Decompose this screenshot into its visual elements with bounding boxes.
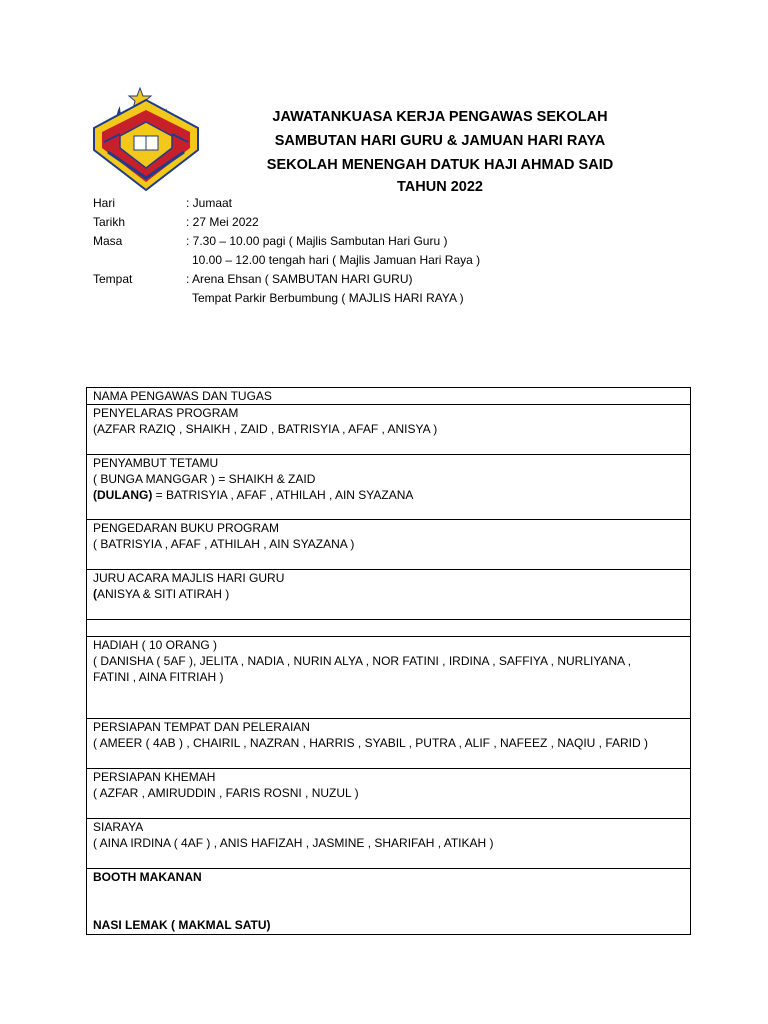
siaraya-title: SIARAYA (93, 820, 144, 834)
masa-label: Masa (93, 234, 123, 248)
row-booth (87, 869, 691, 935)
table-row (87, 637, 691, 719)
booth-spacer (93, 885, 684, 917)
buku-names: ( BATRISYIA , AFAF , ATHILAH , AIN SYAZANA ) (93, 537, 355, 551)
juru-line (93, 586, 684, 602)
masa-value-2: 10.00 – 12.00 tengah hari ( Majlis Jamuan Hari Raya ) (192, 253, 481, 267)
siaraya-names: ( AINA IRDINA ( 4AF ) , ANIS HAFIZAH , JASMINE , SHARIFAH , ATIKAH ) (93, 836, 494, 850)
table-row (87, 405, 691, 455)
title-line-2: SAMBUTAN HARI GURU & JAMUAN HARI RAYA (274, 133, 606, 149)
duty-table (86, 387, 691, 935)
school-crest-icon (90, 86, 202, 196)
khemah-title: PERSIAPAN KHEMAH (93, 770, 216, 784)
juru-names: ANISYA & SITI ATIRAH ) (97, 587, 230, 601)
masa-value-1: : 7.30 – 10.00 pagi ( Majlis Sambutan Hari Guru ) (186, 234, 448, 248)
juru-title: JURU ACARA MAJLIS HARI GURU (93, 571, 285, 585)
hari-value: : Jumaat (186, 196, 233, 210)
tempat-value-2: Tempat Parkir Berbumbung ( MAJLIS HARI RAYA ) (192, 291, 464, 305)
row-hadiah (87, 637, 691, 719)
school-logo (90, 86, 202, 196)
table-row (87, 620, 691, 637)
table-header-text: NAMA PENGAWAS DAN TUGAS (93, 389, 272, 403)
row-empty (87, 620, 691, 637)
nasi-title: NASI LEMAK ( MAKMAL SATU) (93, 918, 271, 932)
table-row (87, 719, 691, 769)
title-line-4: TAHUN 2022 (397, 179, 483, 195)
title-line-1: JAWATANKUASA KERJA PENGAWAS SEKOLAH (272, 109, 608, 125)
tarikh-value: : 27 Mei 2022 (186, 215, 259, 229)
penyambut-line-2 (93, 487, 684, 503)
table-row (87, 388, 691, 405)
tarikh-label: Tarikh (93, 215, 126, 229)
row-juru-acara (87, 570, 691, 620)
row-penyelaras (87, 405, 691, 455)
penyambut-dulang-names: = BATRISYIA , AFAF , ATHILAH , AIN SYAZANA (152, 488, 414, 502)
hari-label: Hari (93, 196, 116, 210)
juru-paren: ( (93, 587, 97, 601)
booth-title: BOOTH MAKANAN (93, 870, 202, 884)
persiapan-title: PERSIAPAN TEMPAT DAN PELERAIAN (93, 720, 310, 734)
title-line-3: SEKOLAH MENENGAH DATUK HAJI AHMAD SAID (266, 157, 614, 173)
hadiah-title: HADIAH ( 10 ORANG ) (93, 638, 218, 652)
row-persiapan-tempat (87, 719, 691, 769)
penyelaras-title: PENYELARAS PROGRAM (93, 406, 239, 420)
table-row (87, 455, 691, 520)
penyambut-line-1: ( BUNGA MANGGAR ) = SHAIKH & ZAID (93, 472, 316, 486)
table-row (87, 769, 691, 819)
khemah-names: ( AZFAR , AMIRUDDIN , FARIS ROSNI , NUZUL ) (93, 786, 359, 800)
table-row (87, 570, 691, 620)
hadiah-line-1: ( DANISHA ( 5AF ), JELITA , NADIA , NURIN ALYA , NOR FATINI , IRDINA , SAFFIYA , NURLIYANA , (93, 654, 632, 668)
penyambut-title: PENYAMBUT TETAMU (93, 456, 219, 470)
buku-title: PENGEDARAN BUKU PROGRAM (93, 521, 280, 535)
hadiah-line-2: FATINI , AINA FITRIAH ) (93, 670, 224, 684)
row-penyambut (87, 455, 691, 520)
table-header (87, 388, 691, 405)
row-siaraya (87, 819, 691, 869)
tempat-value-1: : Arena Ehsan ( SAMBUTAN HARI GURU) (186, 272, 413, 286)
penyelaras-names: (AZFAR RAZIQ , SHAIKH , ZAID , BATRISYIA , AFAF , ANISYA ) (93, 422, 438, 436)
tempat-label: Tempat (93, 272, 133, 286)
table-row (87, 520, 691, 570)
row-khemah (87, 769, 691, 819)
table-row (87, 869, 691, 935)
table-row (87, 819, 691, 869)
persiapan-names: ( AMEER ( 4AB ) , CHAIRIL , NAZRAN , HARRIS , SYABIL , PUTRA , ALIF , NAFEEZ , NAQIU , FARID ) (93, 736, 648, 750)
row-buku (87, 520, 691, 570)
penyambut-dulang: (DULANG) (93, 488, 153, 502)
